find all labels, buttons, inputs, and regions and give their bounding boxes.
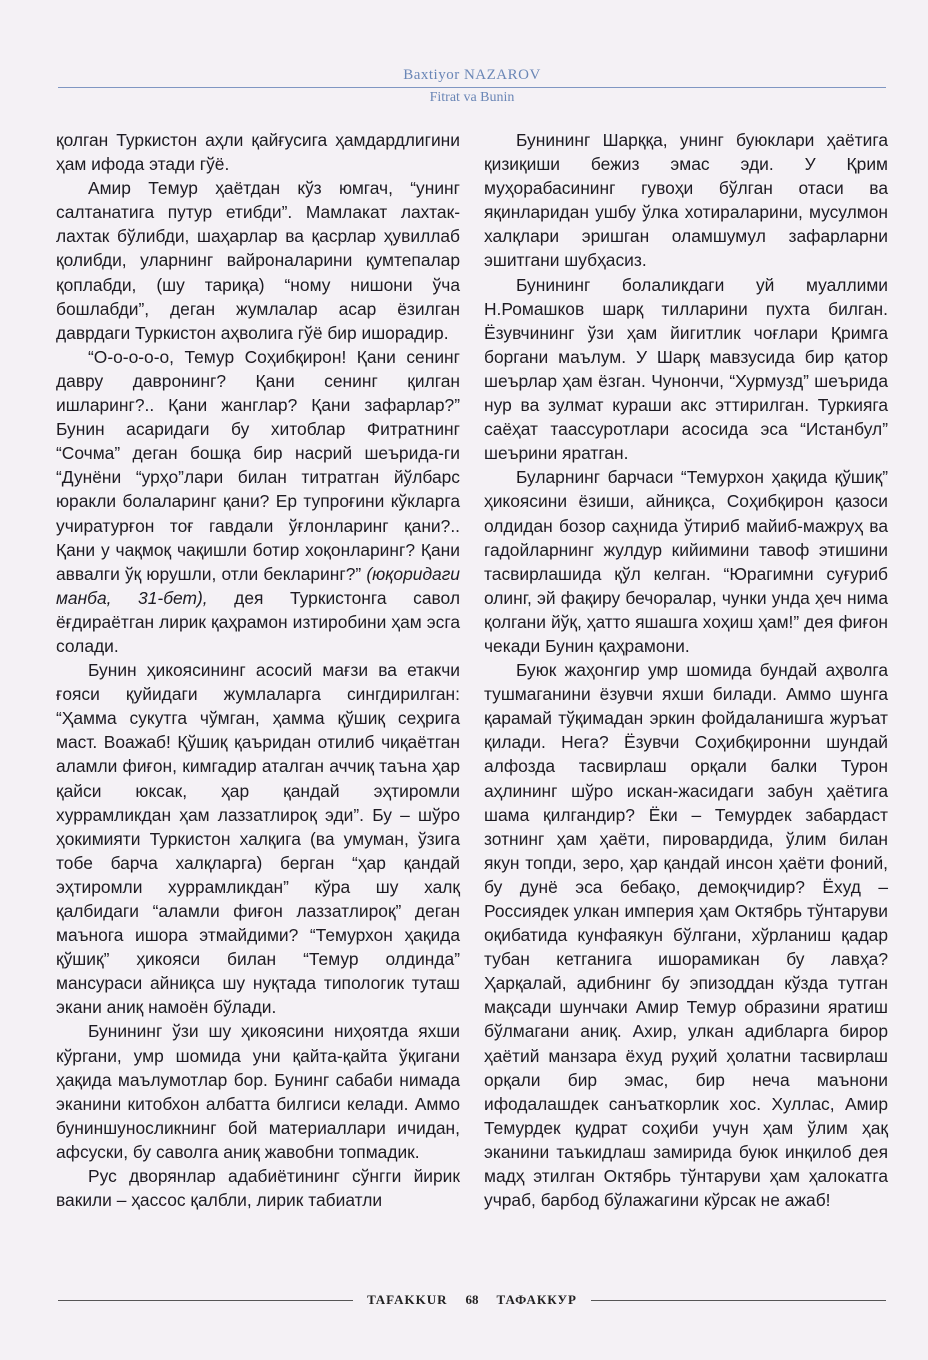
right-column: [484, 128, 888, 1212]
paragraph: Бунининг ўзи шу ҳикоясини ниҳоятда яхши кўргани, умр шомида уни қайта-қайта ўқигани ҳақида маълумотлар бор. Бунинг сабаби нимада эканини китобхон албатта билгиси келади. Аммо буниншуносликнинг бой материаллари ичидан, афсуски, бу саволга аниқ жавобни топмадик.: [56, 1021, 460, 1162]
left-column: [56, 128, 460, 1212]
paragraph-text: “О-о-о-о-о, Темур Соҳибқирон! Қани сенинг давру давронинг? Қани сенинг қилган ишларинг?.. Қани жанглар? Қани зафарлар?” Бунин асаридаги бу хитоблар Фитратнинг “Сочма” деган бошқа бир насрий шеърида-ги “Дунёни “урҳо”лари билан титратган йўлбарс юракли болаларинг қани? Ер тупроғини кўкларга учиратурғон тоғ гавдали ўғлонларинг қани?.. Қани у чақмоқ чақишли ботир хоқонларинг? Қани аввалги ўқ юрушли, отли бекларинг?”: [56, 346, 460, 584]
paragraph: Амир Темур ҳаётдан кўз юмгач, “унинг салтанатига путур етибди”. Мамлакат лахтак-лахтак бўлибди, шаҳарлар ва қасрлар ҳувиллаб қолибди, уларнинг вайроналарини қумтепалар қоплабди, (шу тариқа) “ному нишони ўча бошлабди”, деган жумлалар асар ёзилган даврдаги Туркистон аҳволига гўё бир ишорадир.: [56, 178, 460, 343]
footer-journal-latin: TAFAKKUR: [367, 1292, 448, 1307]
paragraph: [56, 345, 460, 658]
footer-journal-cyrillic: ТАФАККУР: [496, 1292, 577, 1307]
running-header: [58, 66, 886, 106]
header-author: Baxtiyor NAZAROV: [403, 67, 541, 83]
paragraph: Бунининг Шарққа, унинг буюклари ҳаётига қизиқиши бежиз эмас эди. У Қрим муҳорабасининг гувоҳи бўлган отаси ва яқинларидан ушбу ўлка хотираларини, мусулмон халқлари эришган оламшумул зафарларни эшитгани шубҳасиз.: [484, 130, 888, 271]
paragraph: Рус дворянлар адабиётининг сўнгги йирик вакили – ҳассос қалбли, лирик табиатли: [56, 1166, 460, 1211]
header-subtitle: Fitrat va Bunin: [429, 90, 515, 105]
running-footer: [58, 1290, 886, 1310]
footer-center: [353, 1292, 591, 1308]
paragraph: Бунин ҳикоясининг асосий мағзи ва етакчи ғояси қуйидаги жумлаларга сингдирилган: “Ҳамма сукутга чўмган, ҳамма қўшиқ сеҳрига маст. Воажаб! Қўшиқ қаъридан отилиб чиқаётган аламли фиғон, кимгадир аталган аччиқ таъна ҳар қайси юксак, ҳар қандай эҳтиромли хуррамликдан ҳам лаззатлироқ эди”. Бу – шўро ҳокимияти Туркистон халқига (ва умуман, ўзига тобе барча халқларга) берган “ҳар қандай эҳтиромли хуррамликдан” кўра шу халқ қалбидаги “аламли фиғон лаззатлироқ” деган маънога ишора этмайдими? “Темурхон ҳақида қўшиқ” ҳикояси билан “Темур олдинда” мансураси айниқса шу нуқтада типологик туташ экани аниқ намоён бўлади.: [56, 660, 460, 1018]
footer-rule-right: [591, 1300, 886, 1301]
paragraph: Буларнинг барчаси “Темурхон ҳақида қўшиқ” ҳикоясини ёзиши, айниқса, Соҳибқирон қазоси олдидан бозор саҳнида ўтириб майиб-мажруҳ ва гадойларнинг жулдур кийимини тавоф этишини тасвирлашида қўл келган. “Юрагимни суғуриб олинг, эй фақиру бечоралар, чунки унда ҳеч нима қолгани йўқ, ҳатто яшашга хоҳиш ҳам!” дея фиғон чекади Бунин қаҳрамони.: [484, 467, 888, 656]
header-rule: [58, 87, 886, 88]
footer-rule-left: [58, 1300, 353, 1301]
citation: (юқоридаги манба, 31-бет),: [56, 563, 460, 608]
paragraph: Бунининг болаликдаги уй муаллими Н.Ромашков шарқ тилларини пухта билган. Ёзувчининг ўзи ҳам йигитлик чоғлари Қримга боргани маълум. У Шарқ мавзусида бир қатор шеърлар ҳам ёзган. Чунончи, “Хурмузд” шеърида нур ва зулмат кураши акс эттирилган. Туркияга саёҳат таассуротлари асосида эса “Истанбул” шеърини яратган.: [484, 274, 888, 464]
paragraph-tail: дея Туркистонга савол ёғдираётган лирик қаҳрамон изтиробини ҳам эсга солади.: [56, 587, 460, 656]
page-number: 68: [465, 1292, 479, 1307]
paragraph: қолган Туркистон аҳли қайғусига ҳамдардлигини ҳам ифода этади гўё.: [56, 130, 460, 175]
paragraph: Буюк жаҳонгир умр шомида бундай аҳволга тушмаганини ёзувчи яхши билади. Аммо шунга қарамай тўқимадан эркин фойдаланишга журъат қилади. Нега? Ёзувчи Соҳибқиронни шундай алфозда тасвирлаш орқали балки Турон аҳлининг шўро искан-жасидаги забун ҳаётига шама қилгандир? Ёки – Темурдек забардаст зотнинг ҳам ҳаёти, пировардида, ўлим билан якун топди, зеро, ҳар қандай инсон ҳаёти фоний, бу дунё эса бебақо, демоқчидир? Ёхуд – Россиядек улкан империя ҳам Октябрь тўнтаруви оқибатида кунфаякун бўлгани, хўрланиш қадар тубан кетганига ишорамикан бу лавҳа? Ҳарқалай, адибнинг бу эпизоддан кўзда тутган мақсади шунчаки Амир Темур образини яратиш бўлмагани аниқ. Ахир, улкан адибларга бирор ҳаётий манзара ёхуд руҳий ҳолатни тасвирлаш орқали бир эмас, бир неча маънони ифодалашдек санъаткорлик хос. Хуллас, Амир Темурдек қудрат соҳиби учун ҳам ўлим ҳақ эканини таъкидлаш замирида буюк инқилоб дея мадҳ этилган Октябрь тўнтаруви ҳам ҳалокатга учраб, барбод бўлажагини кўрсак не ажаб!: [484, 660, 888, 1211]
